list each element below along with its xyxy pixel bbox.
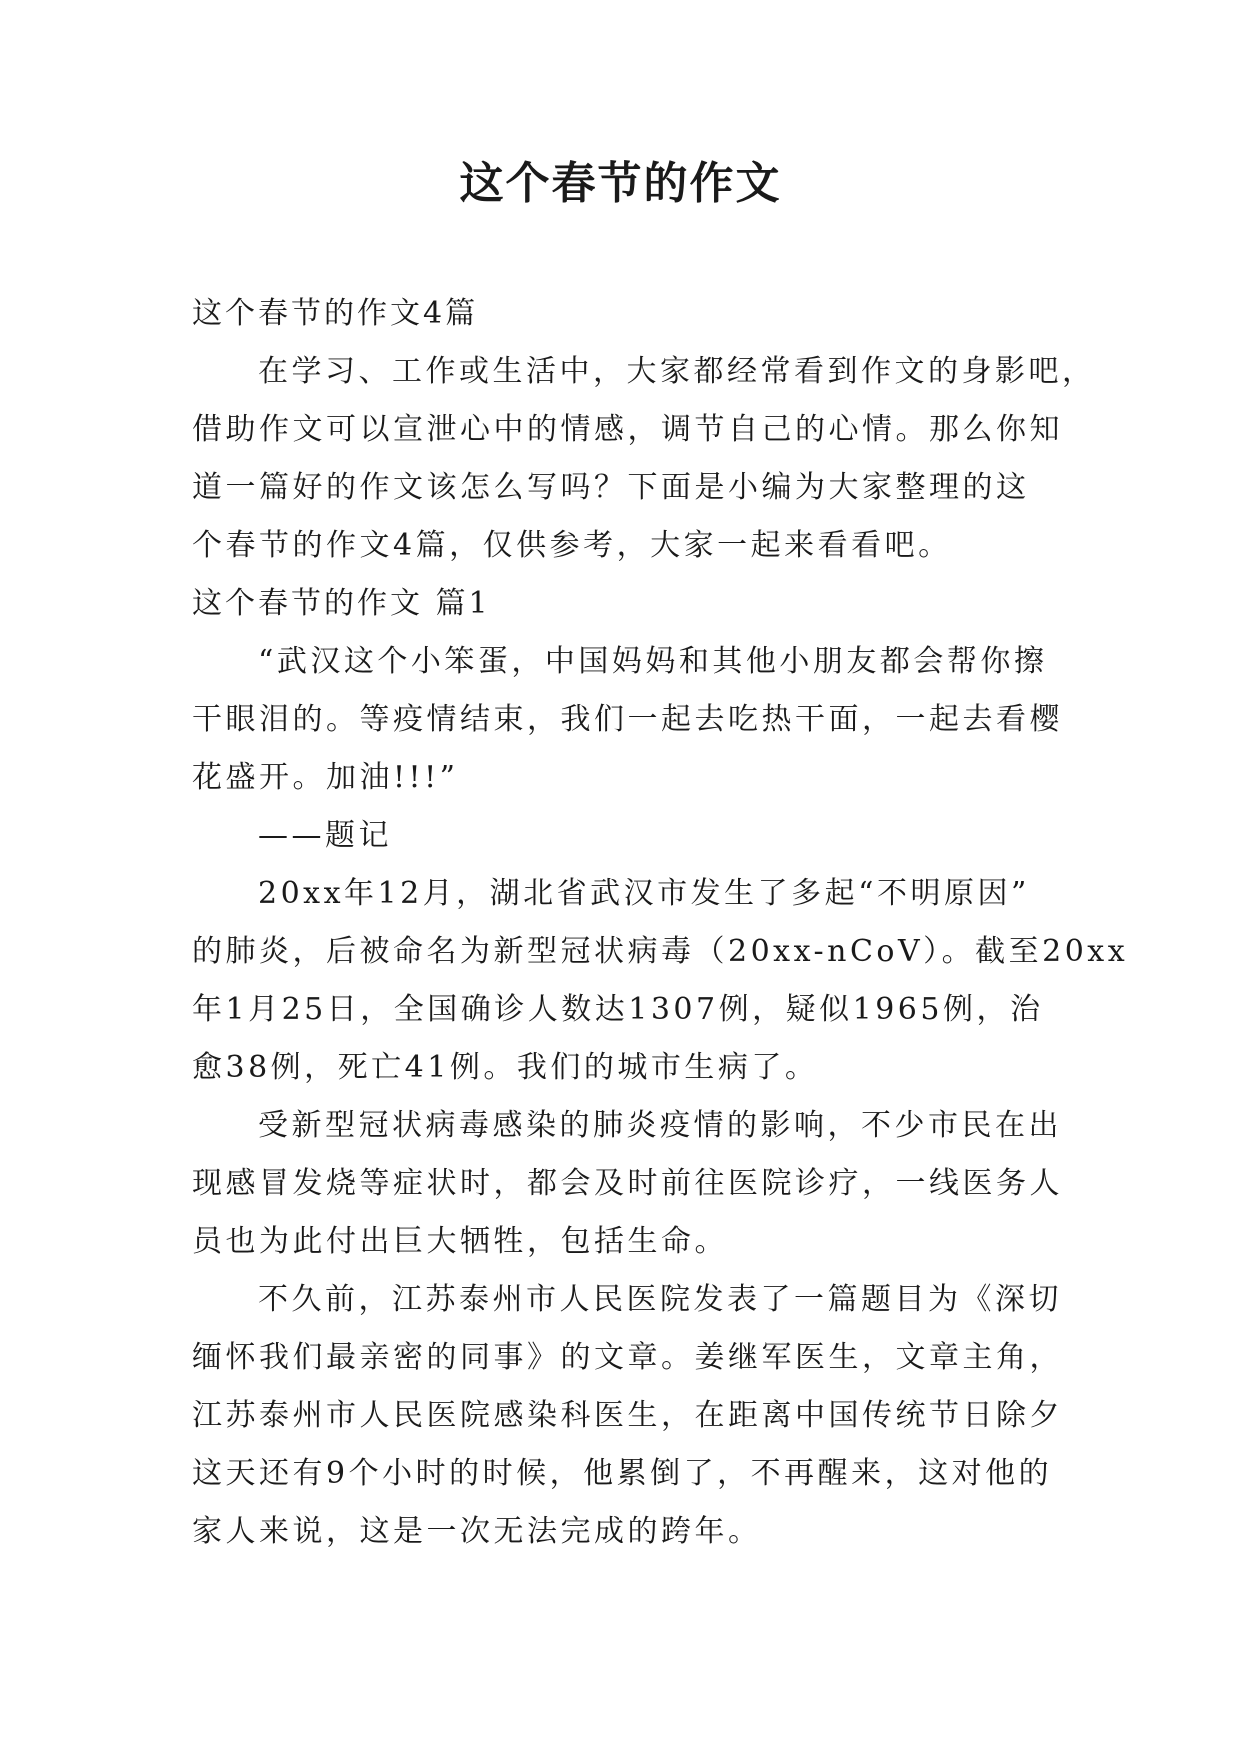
paragraph-line: 缅怀我们最亲密的同事》的文章。姜继军医生，文章主角， <box>192 1340 1063 1375</box>
paragraph-line: 20xx年12月，湖北省武汉市发生了多起“不明原因” <box>258 876 1030 911</box>
epigraph-attribution: ——题记 <box>258 818 392 853</box>
paragraph-line: 在学习、工作或生活中，大家都经常看到作文的身影吧， <box>258 354 1096 389</box>
paragraph-line: 借助作文可以宣泄心中的情感，调节自己的心情。那么你知 <box>192 412 1063 447</box>
section-heading: 这个春节的作文 篇1 <box>192 586 491 621</box>
paragraph-line: 花盛开。加油!!!” <box>192 760 459 795</box>
paragraph-line: 的肺炎，后被命名为新型冠状病毒（20xx-nCoV）。截至20xx <box>192 934 1129 969</box>
paragraph-line: 员也为此付出巨大牺牲，包括生命。 <box>192 1224 728 1259</box>
paragraph-line: “武汉这个小笨蛋，中国妈妈和其他小朋友都会帮你擦 <box>258 644 1048 679</box>
paragraph-line: 年1月25日，全国确诊人数达1307例，疑似1965例，治 <box>192 992 1044 1027</box>
intro-heading: 这个春节的作文4篇 <box>192 296 479 331</box>
paragraph-line: 家人来说，这是一次无法完成的跨年。 <box>192 1514 762 1549</box>
paragraph-line: 现感冒发烧等症状时，都会及时前往医院诊疗，一线医务人 <box>192 1166 1063 1201</box>
paragraph-line: 个春节的作文4篇，仅供参考，大家一起来看看吧。 <box>192 528 952 563</box>
paragraph-line: 这天还有9个小时的时候，他累倒了，不再醒来，这对他的 <box>192 1456 1053 1491</box>
paragraph-line: 愈38例，死亡41例。我们的城市生病了。 <box>192 1050 819 1085</box>
paragraph-line: 不久前，江苏泰州市人民医院发表了一篇题目为《深切 <box>258 1282 1062 1317</box>
document-body <box>192 285 1129 1561</box>
document-title: 这个春节的作文 <box>459 158 782 209</box>
paragraph-line: 道一篇好的作文该怎么写吗？下面是小编为大家整理的这 <box>192 470 1030 505</box>
paragraph-line: 受新型冠状病毒感染的肺炎疫情的影响，不少市民在出 <box>258 1108 1062 1143</box>
paragraph-line: 干眼泪的。等疫情结束，我们一起去吃热干面，一起去看樱 <box>192 702 1063 737</box>
paragraph-line: 江苏泰州市人民医院感染科医生，在距离中国传统节日除夕 <box>192 1398 1063 1433</box>
